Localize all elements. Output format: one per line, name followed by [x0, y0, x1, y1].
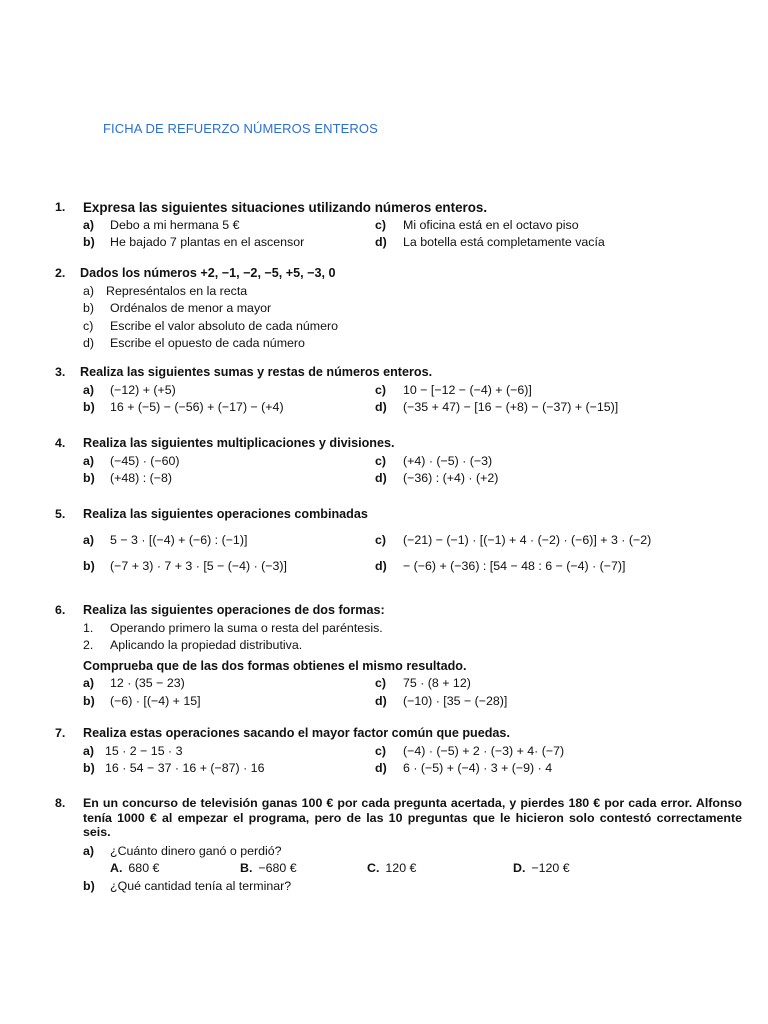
exercise-number: 5.: [55, 507, 66, 521]
item-text: Represéntalos en la recta: [106, 283, 248, 298]
item-row: [55, 318, 725, 336]
item-row: [55, 470, 725, 488]
item-text: Escribe el opuesto de cada número: [110, 336, 305, 350]
item-text: (−7 + 3) · 7 + 3 · [5 − (−4) · (−3)]: [110, 558, 287, 573]
question-row: [55, 843, 725, 861]
item-text: (−36) : (+4) · (+2): [403, 471, 499, 485]
item-label: d): [375, 400, 387, 414]
item-text: 12 · (35 − 23): [110, 676, 185, 690]
answer-option-c: C. 120 €: [367, 861, 417, 875]
step-text: Aplicando la propiedad distributiva.: [110, 638, 303, 652]
item-label: b): [83, 761, 95, 775]
item-row: [55, 335, 725, 353]
exercise-5: [55, 506, 725, 575]
item-label: c): [375, 532, 387, 547]
exercise-statement: En un concurso de televisión ganas 100 € por cada pregunta acertada, y pierdes 180 € por cada error. Alfonso tenía 1000 € al empezar el programa, pero de las 10 preguntas que le hicieron solo contestó correctamente seis.: [83, 796, 742, 839]
item-label: d): [375, 693, 387, 708]
exercise-7: [55, 725, 725, 778]
item-row: [55, 760, 725, 778]
item-label: b): [83, 301, 95, 315]
exercise-3: [55, 364, 725, 417]
exercise-number: 8.: [55, 796, 66, 810]
item-label: d): [83, 336, 95, 350]
item-label: c): [83, 318, 94, 333]
item-label: c): [375, 453, 387, 468]
exercise-instruction: Comprueba que de las dos formas obtienes el mismo resultado.: [83, 658, 467, 673]
item-label: d): [375, 761, 387, 775]
page-title: FICHA DE REFUERZO NÚMEROS ENTEROS: [103, 121, 378, 136]
question-text: ¿Qué cantidad tenía al terminar?: [110, 878, 292, 893]
step-label: 1.: [83, 620, 94, 635]
question-label: a): [83, 843, 95, 858]
exercise-2: [55, 265, 725, 353]
item-label: d): [375, 558, 387, 573]
item-label: a): [83, 283, 95, 298]
item-text: 5 − 3 · [(−4) + (−6) : (−1)]: [110, 532, 248, 547]
item-row: [55, 532, 725, 558]
item-label: b): [83, 235, 95, 249]
exercise-heading: Realiza las siguientes operaciones combinadas: [83, 507, 368, 521]
item-label: c): [375, 676, 387, 690]
item-label: b): [83, 693, 95, 708]
item-text: 16 + (−5) − (−56) + (−17) − (+4): [110, 400, 284, 414]
item-row: [55, 558, 725, 576]
question-text: ¿Cuánto dinero ganó o perdió?: [110, 843, 282, 858]
answer-option-a: A. 680 €: [110, 861, 160, 875]
item-text: Ordénalos de menor a mayor: [110, 301, 272, 315]
item-text: (−45) · (−60): [110, 453, 180, 468]
item-label: c): [375, 382, 387, 397]
item-row: [55, 382, 725, 400]
exercise-number: 7.: [55, 726, 66, 740]
exercise-number: 2.: [55, 266, 66, 280]
item-label: a): [83, 532, 95, 547]
item-text: (−21) − (−1) · [(−1) + 4 · (−2) · (−6)] + 3 · (−2): [403, 532, 652, 547]
exercise-4: [55, 435, 725, 488]
item-row: [55, 217, 725, 235]
item-text: La botella está completamente vacía: [403, 235, 605, 249]
item-text: He bajado 7 plantas en el ascensor: [110, 235, 305, 249]
exercise-6: [55, 602, 725, 710]
exercise-number: 3.: [55, 365, 66, 379]
item-text: (+48) : (−8): [110, 471, 172, 485]
item-text: Mi oficina está en el octavo piso: [403, 217, 579, 232]
item-label: a): [83, 453, 95, 468]
exercise-number: 4.: [55, 436, 66, 450]
question-row: [55, 878, 725, 896]
item-text: (+4) · (−5) · (−3): [403, 453, 493, 468]
item-label: a): [83, 676, 95, 690]
exercise-heading: Realiza las siguientes multiplicaciones y divisiones.: [83, 436, 395, 450]
item-row: [55, 399, 725, 417]
item-row: [55, 234, 725, 252]
item-row: [55, 300, 725, 318]
item-row: [55, 675, 725, 693]
item-label: b): [83, 400, 95, 414]
item-text: 16 · 54 − 37 · 16 + (−87) · 16: [105, 761, 265, 775]
item-text: (−35 + 47) − [16 − (+8) − (−37) + (−15)]: [403, 400, 619, 414]
item-label: b): [83, 471, 95, 485]
exercise-8: [55, 796, 742, 895]
step-row: [55, 637, 725, 655]
exercise-heading: Realiza estas operaciones sacando el mayor factor común que puedas.: [83, 726, 510, 740]
question-label: b): [83, 878, 95, 893]
item-label: a): [83, 217, 95, 232]
item-label: d): [375, 471, 387, 485]
item-label: a): [83, 743, 95, 758]
exercise-number: 1.: [55, 200, 66, 214]
answer-option-d: D. −120 €: [513, 861, 570, 875]
item-text: (−4) · (−5) + 2 · (−3) + 4· (−7): [403, 743, 565, 758]
item-text: (−12) + (+5): [110, 382, 176, 397]
exercise-heading: Expresa las siguientes situaciones utilizando números enteros.: [83, 200, 488, 215]
item-text: 6 · (−5) + (−4) · 3 + (−9) · 4: [403, 761, 553, 775]
item-row: [55, 743, 725, 761]
item-label: c): [375, 217, 387, 232]
step-label: 2.: [83, 638, 94, 652]
item-label: c): [375, 743, 387, 758]
exercise-heading: Dados los números +2, −1, −2, −5, +5, −3, 0: [80, 266, 336, 280]
item-label: d): [375, 235, 387, 249]
exercise-heading: Realiza las siguientes sumas y restas de números enteros.: [80, 365, 433, 379]
item-text: 75 · (8 + 12): [403, 676, 471, 690]
item-label: b): [83, 558, 95, 573]
answer-option-b: B. −680 €: [240, 861, 297, 875]
item-row: [55, 283, 725, 301]
item-text: (−10) · [35 − (−28)]: [403, 693, 508, 708]
item-row: [55, 453, 725, 471]
item-text: − (−6) + (−36) : [54 − 48 : 6 − (−4) · (−7)]: [403, 558, 626, 573]
item-text: (−6) · [(−4) + 15]: [110, 693, 201, 708]
item-text: Escribe el valor absoluto de cada número: [110, 318, 338, 333]
exercise-number: 6.: [55, 603, 66, 617]
options-row: [55, 860, 725, 878]
item-label: a): [83, 382, 95, 397]
step-text: Operando primero la suma o resta del paréntesis.: [110, 620, 383, 635]
step-row: [55, 620, 725, 638]
exercise-heading: Realiza las siguientes operaciones de dos formas:: [83, 603, 385, 617]
exercise-1: [55, 199, 725, 252]
item-row: [55, 693, 725, 711]
item-text: 15 · 2 − 15 · 3: [105, 743, 183, 758]
item-text: 10 − [−12 − (−4) + (−6)]: [403, 382, 532, 397]
item-text: Debo a mi hermana 5 €: [110, 217, 240, 232]
